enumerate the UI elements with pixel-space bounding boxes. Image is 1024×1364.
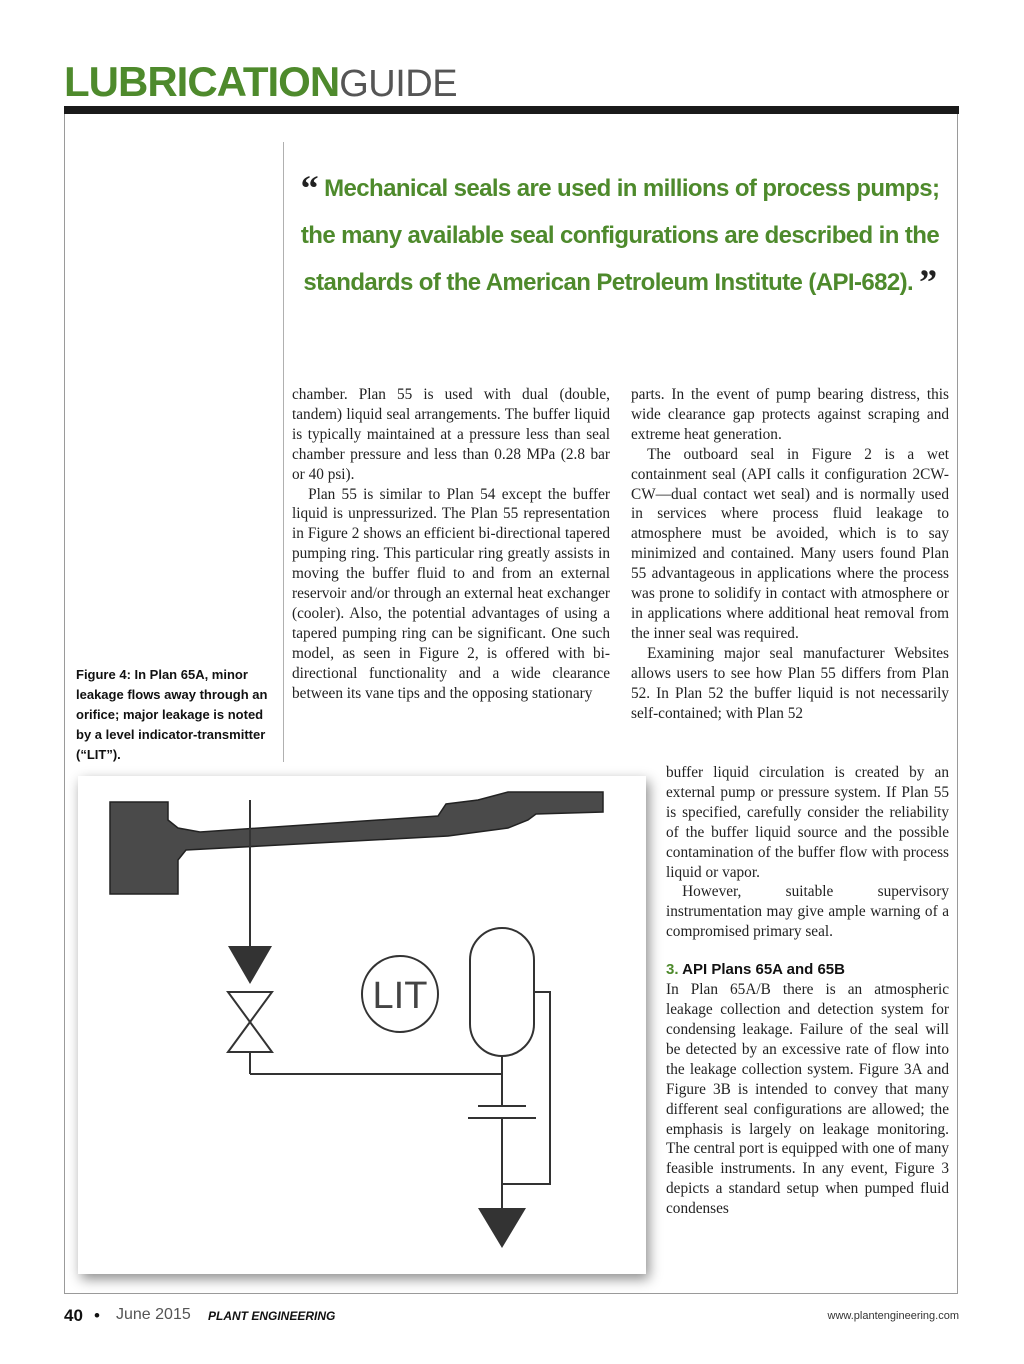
level-vessel <box>470 928 534 1056</box>
footer-separator: • <box>94 1306 100 1325</box>
pull-quote <box>300 165 940 306</box>
page-footer <box>64 1306 959 1330</box>
masthead <box>64 58 457 106</box>
col3-paragraph-1: buffer liquid circulation is created by an external pump or pressure system. If Plan 55 is specified, carefully consider the reliability of the buffer liquid source and the possible contamination of the buffer flow with process liquid or vapor. <box>666 764 949 881</box>
valve-body-top <box>228 992 272 1022</box>
flow-down-arrow-lower <box>478 1208 526 1248</box>
masthead-lubrication: LUBRICATION <box>64 58 340 105</box>
col1-paragraph-1: chamber. Plan 55 is used with dual (double, tandem) liquid seal arrangements. The buffer liquid is typically maintained at a pressure less than seal chamber pressure and less than 0.28 MPa (2.8 bar or 40 psi). <box>292 386 610 483</box>
section-heading-text: API Plans 65A and 65B <box>682 961 845 979</box>
website-url: www.plantengineering.com <box>827 1310 959 1322</box>
pull-quote-text: Mechanical seals are used in millions of process pumps; the many available seal configurations are described in the standards of the American Petroleum Institute (API-682). <box>300 175 940 296</box>
close-quote-mark: ” <box>919 262 937 302</box>
column-2 <box>631 385 949 723</box>
col1-paragraph-2: Plan 55 is similar to Plan 54 except the buffer liquid is unpressurized. The Plan 55 representation in Figure 2 shows an efficient bi-directional tapered pumping ring. This particular ring greatly assists in moving the buffer fluid to and from an external reservoir and/or through an external heat exchanger (cooler). Also, the potential advantages of using a tapered pumping ring can be significant. One such model, as seen in Figure 2, is offered with bi-directional functionality and a wide clearance between its vane tips and the opposing stationary <box>292 485 610 702</box>
valve-body-bottom <box>228 1022 272 1052</box>
column-1 <box>292 385 610 704</box>
section-heading-number: 3. <box>666 961 679 979</box>
section-heading <box>666 960 949 980</box>
issue-date: June 2015 <box>116 1306 191 1323</box>
magazine-name: PLANT ENGINEERING <box>208 1309 336 1323</box>
column-divider <box>283 142 284 762</box>
col2-paragraph-1: parts. In the event of pump bearing distress, this wide clearance gap protects against scraping and extreme heat generation. <box>631 386 949 443</box>
col3-paragraph-3: In Plan 65A/B there is an atmospheric leakage collection and detection system for condensing leakage. Failure of the seal will be detected by an excessive rate of flow into the leakage collection system. Figure 3A and Figure 3B is intended to convey that many different seal configurations are allowed; the emphasis is largely on leakage monitoring. The central port is equipped with one of many feasible instruments. In any event, Figure 3 depicts a standard setup when pumped fluid condenses <box>666 981 949 1218</box>
plan-65a-schematic <box>78 776 646 1274</box>
header-rule <box>64 106 959 114</box>
masthead-guide: GUIDE <box>339 63 458 105</box>
col2-paragraph-3: Examining major seal manufacturer Websites allows users to see how Plan 55 differs from Plan 52. In Plan 52 the buffer liquid is not necessarily self-contained; with Plan 52 <box>631 644 949 722</box>
figure-4-diagram <box>78 776 646 1274</box>
col3-paragraph-2: However, suitable supervisory instrumentation may give ample warning of a compromised primary seal. <box>666 883 949 941</box>
lit-instrument-label: LIT <box>372 975 428 1017</box>
figure-caption: Figure 4: In Plan 65A, minor leakage flows away through an orifice; major leakage is noted by a level indicator-transmitter (“LIT”). <box>76 667 268 762</box>
open-quote-mark: “ <box>300 168 319 208</box>
column-3 <box>666 763 949 1219</box>
seal-gland-shape <box>110 792 603 894</box>
flow-down-arrow-upper <box>228 946 272 984</box>
col2-paragraph-2: The outboard seal in Figure 2 is a wet containment seal (API calls it configuration 2CW-CW—dual contact wet seal) and is normally used in services where process fluid leakage to atmosphere must be avoided, which is to say minimized and contained. Many users found Plan 55 advantageous in applications where the process was prone to solidify in contact with atmosphere or in applications where additional heat removal from the inner seal was required. <box>631 445 949 642</box>
page-number: 40 <box>64 1306 83 1325</box>
